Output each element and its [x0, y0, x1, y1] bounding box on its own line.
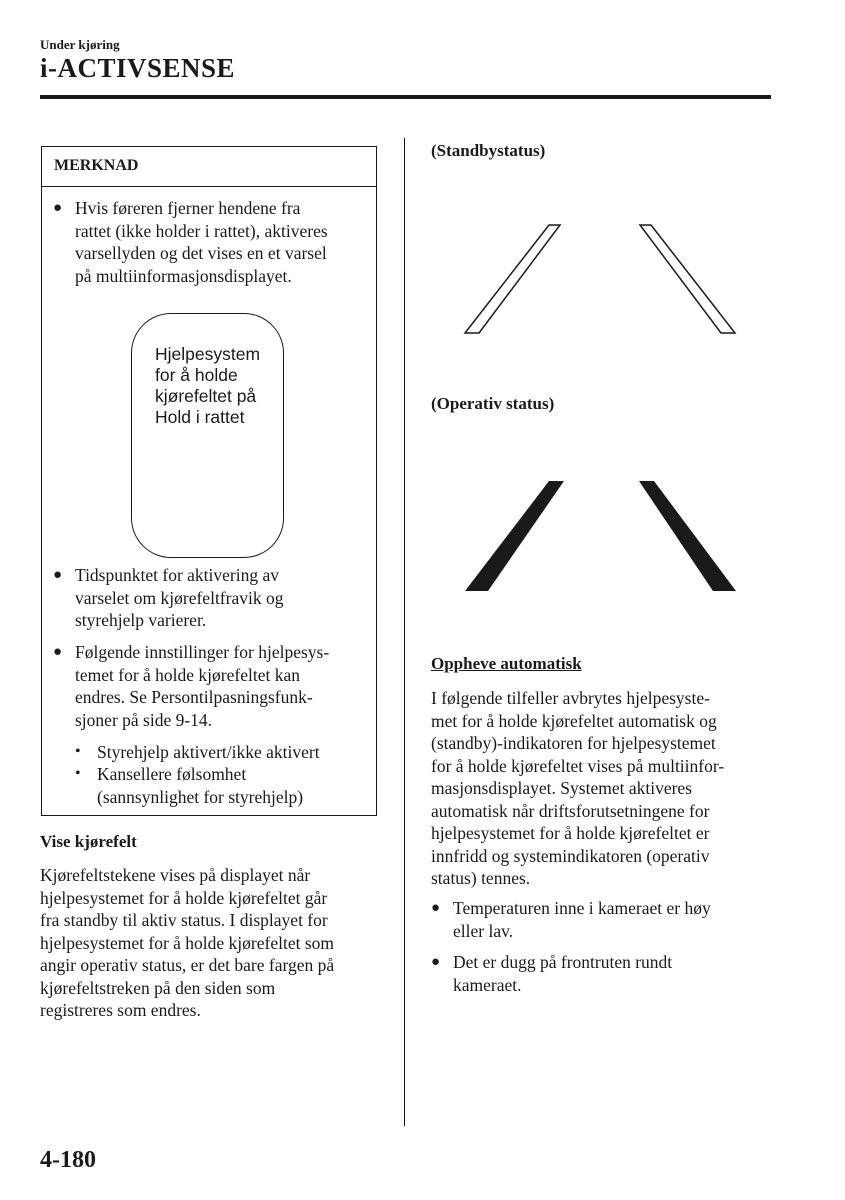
text-line: Temperaturen inne i kameraet er høy [453, 898, 711, 918]
cancel-bullet-2 [431, 951, 781, 997]
text-line: automatisk når driftsforutsetningene for [431, 800, 710, 821]
bullet-icon: ● [431, 954, 441, 970]
sub-bullet-icon: • [75, 765, 81, 782]
note-bullet-1 [53, 197, 373, 289]
text-line: Hvis føreren fjerner hendene fra [75, 198, 301, 218]
cancel-bullet-1-text [453, 897, 711, 942]
note-bullet-2-text [75, 564, 283, 632]
operative-lane-icon [460, 476, 740, 594]
text-line: rattet (ikke holder i rattet), aktiveres [75, 220, 328, 241]
note-sub-bullet-2 [75, 763, 373, 809]
text-line: status) tennes. [431, 868, 531, 888]
display-line: kjørefeltet på [155, 386, 257, 406]
text-line: hjelpesystemet for å holde kjørefeltet går [40, 887, 328, 908]
title-rule [40, 95, 771, 99]
display-line: Hold i rattet [155, 407, 245, 427]
text-line: varsellyden og det vises en et varsel [75, 243, 327, 263]
cancel-bullet-2-text [453, 951, 672, 996]
page-title: i-ACTIVSENSE [40, 53, 236, 83]
page-number: 4-180 [40, 1147, 96, 1173]
text-line: fra standby til aktiv status. I displayet for [40, 910, 328, 930]
text-line: (standby)-indikatoren for hjelpesystemet [431, 733, 716, 753]
text-line: temet for å holde kjørefeltet kan [75, 664, 300, 685]
standby-label: (Standbystatus) [431, 141, 546, 160]
text-line: registreres som endres. [40, 1000, 201, 1020]
note-bullet-3 [53, 641, 373, 733]
text-line: eller lav. [453, 920, 514, 941]
cancel-paragraph [431, 687, 781, 890]
text-line: masjonsdisplayet. Systemet aktiveres [431, 778, 692, 798]
text-line: Kjørefeltstekene vises på displayet når [40, 865, 311, 885]
note-header [42, 147, 376, 187]
text-line: hjelpesystemet for å holde kjørefeltet er [431, 823, 710, 843]
lane-display-paragraph [40, 864, 390, 1022]
text-line: I følgende tilfeller avbrytes hjelpesyste- [431, 688, 710, 708]
operative-right-lane-line [639, 481, 736, 591]
standby-left-lane-line [465, 225, 560, 333]
text-line: Styrehjelp aktivert/ikke aktivert [97, 742, 320, 762]
standby-right-lane-line [640, 225, 735, 333]
text-line: (sannsynlighet for styrehjelp) [97, 786, 304, 807]
note-bullet-2 [53, 564, 373, 634]
column-divider [404, 138, 405, 1126]
section-label: Under kjøring [40, 37, 120, 52]
multi-info-display [131, 313, 284, 558]
text-line: sjoner på side 9-14. [75, 709, 213, 730]
operative-left-lane-line [465, 481, 564, 591]
text-line: Tidspunktet for aktivering av [75, 565, 279, 585]
cancel-heading: Oppheve automatisk [431, 654, 582, 673]
text-line: Det er dugg på frontruten rundt [453, 952, 673, 972]
note-sub-bullet-1 [75, 741, 373, 765]
text-line: varselet om kjørefeltfravik og [75, 587, 284, 608]
text-line: Følgende innstillinger for hjelpesys- [75, 642, 330, 662]
display-line: Hjelpesystem [155, 344, 261, 364]
sub-bullet-icon: • [75, 743, 81, 760]
display-line: for å holde [155, 365, 238, 385]
text-line: kameraet. [453, 974, 522, 995]
note-title: MERKNAD [54, 157, 139, 174]
text-line: endres. Se Persontilpasningsfunk- [75, 687, 313, 707]
text-line: met for å holde kjørefeltet automatisk og [431, 710, 717, 731]
display-message [155, 344, 260, 428]
note-bullet-3-text [75, 641, 329, 731]
text-line: for å holde kjørefeltet vises på multiinfor- [431, 755, 725, 776]
standby-lane-icon [460, 220, 740, 338]
cancel-bullet-1 [431, 897, 781, 943]
text-line: kjørefeltstreken på den siden som [40, 977, 276, 998]
bullet-icon: ● [53, 200, 63, 216]
note-sub-bullet-2-text [97, 763, 303, 808]
bullet-icon: ● [53, 567, 63, 583]
text-line: Kansellere følsomhet [97, 764, 247, 784]
bullet-icon: ● [53, 644, 63, 660]
operative-label: (Operativ status) [431, 394, 555, 413]
lane-display-heading: Vise kjørefelt [40, 832, 137, 851]
bullet-icon: ● [431, 900, 441, 916]
text-line: styrehjelp varierer. [75, 610, 207, 630]
note-bullet-1-text [75, 197, 328, 287]
text-line: på multiinformasjonsdisplayet. [75, 265, 292, 286]
text-line: angir operativ status, er det bare fargen på [40, 955, 335, 975]
note-sub-bullet-1-text [97, 741, 320, 764]
text-line: hjelpesystemet for å holde kjørefeltet som [40, 932, 335, 953]
text-line: innfridd og systemindikatoren (operativ [431, 845, 710, 866]
